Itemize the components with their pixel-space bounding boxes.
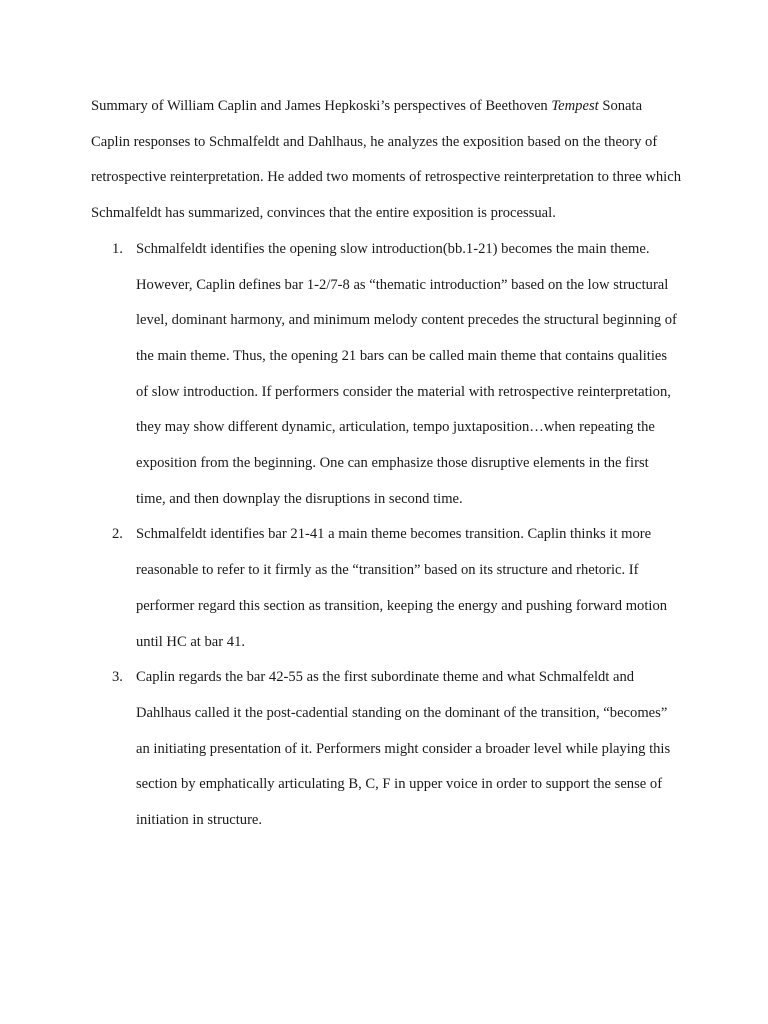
document-title: [91, 89, 681, 125]
list-item-text: Caplin regards the bar 42-55 as the first subordinate theme and what Schmalfeldt and Dahlhaus called it the post-cadential standing on the dominant of the transition, “becomes” an initiating presentation of it. Performers might consider a broader level while playing this section by emphatically articulating B, C, F in upper voice in order to support the sense of initiation in structure.: [136, 669, 671, 829]
title-italic-work: Tempest: [551, 98, 599, 114]
list-item-number: 3.: [112, 669, 123, 686]
list-item: [91, 660, 681, 839]
list-item: [91, 232, 681, 518]
title-text-start: Summary of William Caplin and James Hepkoski’s perspectives of Beethoven: [91, 98, 552, 114]
numbered-list: [91, 232, 681, 839]
list-item-text: Schmalfeldt identifies bar 21-41 a main theme becomes transition. Caplin thinks it more reasonable to refer to it firmly as the “transition” based on its structure and rhetoric. If performer regard this section as transition, keeping the energy and pushing forward motion until HC at bar 41.: [136, 526, 668, 650]
list-item-number: 1.: [112, 240, 123, 257]
intro-paragraph: Caplin responses to Schmalfeldt and Dahlhaus, he analyzes the exposition based on the theory of retrospective reinterpretation. He added two moments of retrospective reinterpretation to three which Schmalfeldt has summarized, convinces that the entire exposition is processual.: [91, 133, 682, 222]
document-body: [91, 89, 681, 839]
list-item-text: Schmalfeldt identifies the opening slow introduction(bb.1-21) becomes the main theme. However, Caplin defines bar 1-2/7-8 as “thematic introduction” based on the low structural level, dominant harmony, and minimum melody content precedes the structural beginning of the main theme. Thus, the opening 21 bars can be called main theme that contains qualities of slow introduction. If performers consider the material with retrospective reinterpretation, they may show different dynamic, articulation, tempo juxtaposition…when repeating the exposition from the beginning. One can emphasize those disruptive elements in the first time, and then downplay the disruptions in second time.: [136, 240, 677, 507]
list-item-number: 2.: [112, 526, 123, 543]
list-item: [91, 517, 681, 660]
title-text-end: Sonata: [598, 98, 643, 114]
